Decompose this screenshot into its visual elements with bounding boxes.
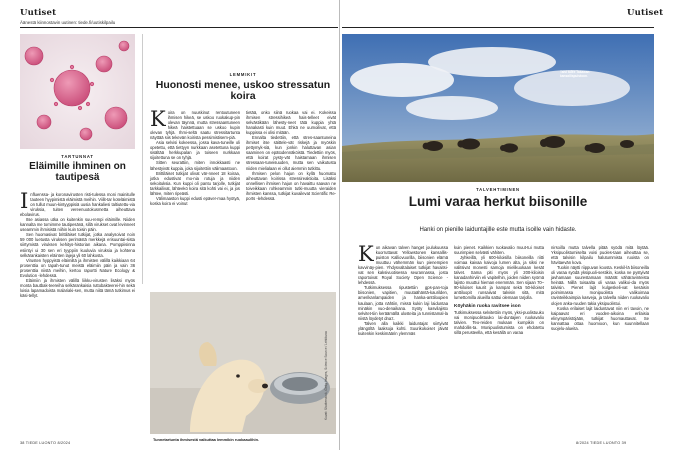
header-rule-right [342, 27, 654, 28]
dog-drop-cap: K [150, 107, 166, 131]
footer-left: 38 TIEDE LUONTO 8/2024 [20, 441, 71, 445]
dog-paragraph: Välimaaston kuppi edusti epäver-maa hyötyä, koska koira ei voinut [150, 195, 240, 206]
bison-body-col1 [358, 242, 448, 336]
contest-subtitle: Äänestä kiinnostavin uutinen: tiede.fi/uutiskilpailu [20, 20, 116, 25]
bison-image-credit: Talvi tulee Takawan kansallispuistoon. [560, 70, 590, 78]
virus-image [20, 34, 135, 149]
bison-paragraph: Koska erilaiset lajit laiduntavat niin eri tavoin, ne kaipaavat eri vuoden-aikoina erilaisia elinympäristöjään, tutkijat huomauttavat. Se kannattaa ottaa huomioon, kun suunnitellaan suojelu-alueita. [551, 305, 649, 331]
bison-drop-cap: K [358, 242, 374, 266]
covid-kicker: TARTUNNAT [61, 154, 94, 159]
dog-paragraph: oira on nuuskinut rentoutuneen ihmisen hikeä, se uskoo ruokakup-pin olevan täynnä, mutta stressaantuneen hikeä haistettuaan se uskoo kupin olevan tyhjä. Ihmi-seltä saatu stressitartunta näyttää siis tekevän koirista pessimistisem-piä. [150, 110, 240, 141]
covid-paragraph: nfluenssa- ja koronavirusten risti-tulessa moni mainitulle tauteen hyypimistä eläimistä meihin. Viilit-tar koteläimistä on tullut muun-kintyyppisiä uusia hankaliesi taltiutettu-via viruksia, tuiten vereenuotokusmetta aiheuttava ebolavirus. [20, 192, 135, 218]
dog-paragraph: Ennalta tiedettiin, että stres-saantuneina ihmiset itse säittele-vät riskejä ja myöskin pettymyk-siä, kun jonkin haluttavan asian saaminen on epätodennäköistä. Tiedettiin myös, että koirat pysty-vät haistamaan ihmisen stressaan-tuneisuuden, mutta sen vaikutusta niiden mielialaan ei ollut aiemmin tutkittu. [246, 135, 336, 171]
bison-paragraph: Tutkimuksessa selvitettiin myös, yksi-puolistuuko vai monipuolistuuko lai-duntajien ruokavalio talvien. Teo-reiden mukaan kumpikin on mahdollis-ta. Monipuolistumista on ehdotettu sillä perusteella, että kesällä on varaa [454, 309, 544, 335]
dog-body-col2 [246, 110, 336, 201]
bison-paragraph: nirsoilla mutta talvella pitää syödä mitä löytää. Yksipuolistumiselta voisi puoles-taan aiheuttaa se, että talvisin kilpailu halutummista ruoista on hävitaevän kova. [551, 245, 649, 266]
covid-paragraph: Virusten hyppyistä eläimiltä ja ihmisten välillä kaikkiaan 64 prosenttia on tapah-tunut meistä eläimiin päin ja vain 36 prosenttia niistä meihin, kertoo raportti Nature Ecology & Evolution -lehdessä. [20, 257, 135, 278]
bison-paragraph: Talven alla kaikki laiduntajat siirtyivät ylängöltä laaksoja kohti. Suurikokoiset jäivät kuitenkin keskimäärin ylemmäs [358, 320, 448, 336]
section-title-right: Uutiset [627, 8, 664, 18]
bison-image [342, 34, 654, 182]
column-divider [142, 34, 143, 284]
bison-paragraph: Jyhkeillä, yli 600-kiloisilla biisoneilla riitti voimaa kaivaa kaivoja lumen alta, ja siksi ne valitsivat monesti samoja mielikuokaan kesät talvet. Sama piti myös yli 200-kiloisin kanadanhirviin eli vapitelhin, joiden niiden syömä lajisto muuttui hieman enemmän. Sen sijaan 70–90-kiloiset kaurit ja kampat sekä 50-kiloiset anttiloopit runsaiivat talvisin sitä, mitä lumettomilla alueilla sattui olemaan tarjolla. [454, 255, 544, 301]
dog-paragraph: Asia selvisi kokeessa, jossa kava-tuneille oli opetettu, että tiettyyn nurkkaan asetettuna kuppi sisältää herkkupalan ja toiseen nurkkaan sijoitettuna se on tyhjä. [150, 140, 240, 161]
bison-paragraph: un aikavan talven hanget joulukuussa kuorruttavat Yellowstonen kansallis-puiston Kalliovuorilla, biisonien elämä muuttuu vähemmän kun pienempien kavvinäy-pien. Yhdysvaltalaiset tutkijat havaitsi-vat sen kaksivuotisessa seurannassa, josta raportoivat Royal Society Open Science -lehdessä. [358, 245, 448, 286]
dog-paragraph: tietää, onko siinä ruokaa vai ei. Kokeissa ihmisen stressihikeä hais-telleet eivät selvästikään lähesty-neet tätä kuppia yhtä hanakasti kuin muut. Ehkä ne uumoilivat, että kuppissa ei olisi mitään. [246, 110, 336, 136]
dog-headline: Huonosti menee, uskoo stressatun koira [155, 79, 331, 103]
covid-paragraph: Itse asiassa utka on kuitenkin suu-rempi eläimille. Niiden kannalta me tomimme tautipesänä, sillä virukset ovat levinneet useammin ihmisistä niihin kuin toisin päin. [20, 217, 135, 233]
header-rule-left [20, 27, 338, 28]
bison-headline: Lumi varaa herkut biisonille [408, 194, 588, 209]
bison-kicker: TALVEHTIMINEN [476, 187, 520, 192]
dog-paragraph: Brittiläiset tutkijat olivat vär-nneet 18 koiraa, jotka edustivat mo-nia rotuja ja niiden sekoituksia. Kun kuppi oli pantu tarjolle, tutkijat tarkkailivat, lähteekö koira sitä kohti vai ei, ja jos lähtee, miten ripeästi. [150, 170, 240, 196]
bison-paragraph: kuin pienet. Kaikkien ruokavalio muut-tui mutta suurimpien selvästi vähiten. [454, 245, 544, 256]
dog-body-col1 [150, 107, 240, 206]
bison-deck: Hanki on pienille laiduntajille este mutta isoille vain hidaste. [419, 227, 577, 233]
covid-body [20, 189, 135, 298]
photo-credit: Kuvat: Shutterstock, Getty Images, Science Source / Lehtikuva [324, 331, 328, 420]
covid-headline: Eläimille ihminen on tautipesä [29, 161, 126, 183]
covid-paragraph: Eläimiin ja ihmisten välillä liikku-virusten lisäksi myös monta bautbak-teereiha selkärankaisia ruttobakteerei-hin sekä loisia lapamadoista malariaki-sen, mutta niitä tämä tutkimus ei käsi-tellyt. [20, 277, 135, 298]
dog-image [150, 292, 336, 434]
gutter-line [339, 0, 340, 450]
bison-body-col3 [551, 245, 649, 331]
bison-body-col2 [454, 245, 544, 335]
footer-right: 8/2024 TIEDE LUONTO 39 [576, 441, 627, 445]
dog-paragraph: Ihmisen pelon hajun on kyllä huomattu aiheuttavan koirissa stressireaktioita. Lisäksi onnellisen ihmisen hajun on havaittu saavan ne toiveikkaan rohkeammin tutki-muutta vieraiden ihmisten kanssa, tutkijat kuvailevat Scientific Re-ports -lehdessä. [246, 170, 336, 201]
covid-drop-cap: I [20, 189, 29, 213]
dog-caption: Tunnetartunta ihmisestä vaikuttaa lemmikin ruokaaulihin. [153, 437, 260, 442]
covid-paragraph: Sen huomasivat brittiläiset tutkijat, jotka analysoivat noin 59 000 luetusta viruksen perimästä merkkejä erisuuntai-sista siirtymistä viruksen kehitys-historian aikana. Pomppiisinna esiintyi ui 30 sen eri tyyppiin kuuluvia viruksia ja kohtena selkärankaisten eläinten lajeja yli 60 lahkosta. [20, 232, 135, 258]
bison-paragraph: Tutkimuksessa ripustettiin gps-pan-toja biisonien, vapitien, muutaähäntä-kaurilden, amerikanlampaiden ja hanka-anttiloopien kaulaan, jotta nähtiin, missä kukin laji laiduntaa minäkin vuo-denaikana. Syöty kasvilajisto selvitet-tiin keräämällä ulosteita ja tunnistamal-la niistä löydetyt dna:t. [358, 285, 448, 321]
bison-paragraph: Tuokin näytti riippuvan koosta. Keskil-lä biisoneilla oli varaa syödä yksipuoli-sestikin, koska ne pystyivät javhamaan suurestamaan määrät vähäravinteista heinää. Niillä toisaalta oli varaa valikoi-da myös talvisin. Pienet lajit kulgeskeli-vat kesäisin poimimassa monipuolista valikoimaa ravinteikkaimpia kasveja, ja talvella niiden ruokavalio olojen anka-ruuden takia yksipuolistui. [551, 265, 649, 306]
bison-crosshead: Köyhäkin ruoka ravitsee ison [454, 303, 521, 309]
dog-kicker: LEMMIKIT [229, 72, 257, 77]
dog-paragraph: Sitten seurattiin, miten innokkaasti ne lähestyivät kuppia, joka sijoitettiin välimaastoon. [150, 160, 240, 171]
section-title-left: Uutiset [20, 8, 57, 18]
